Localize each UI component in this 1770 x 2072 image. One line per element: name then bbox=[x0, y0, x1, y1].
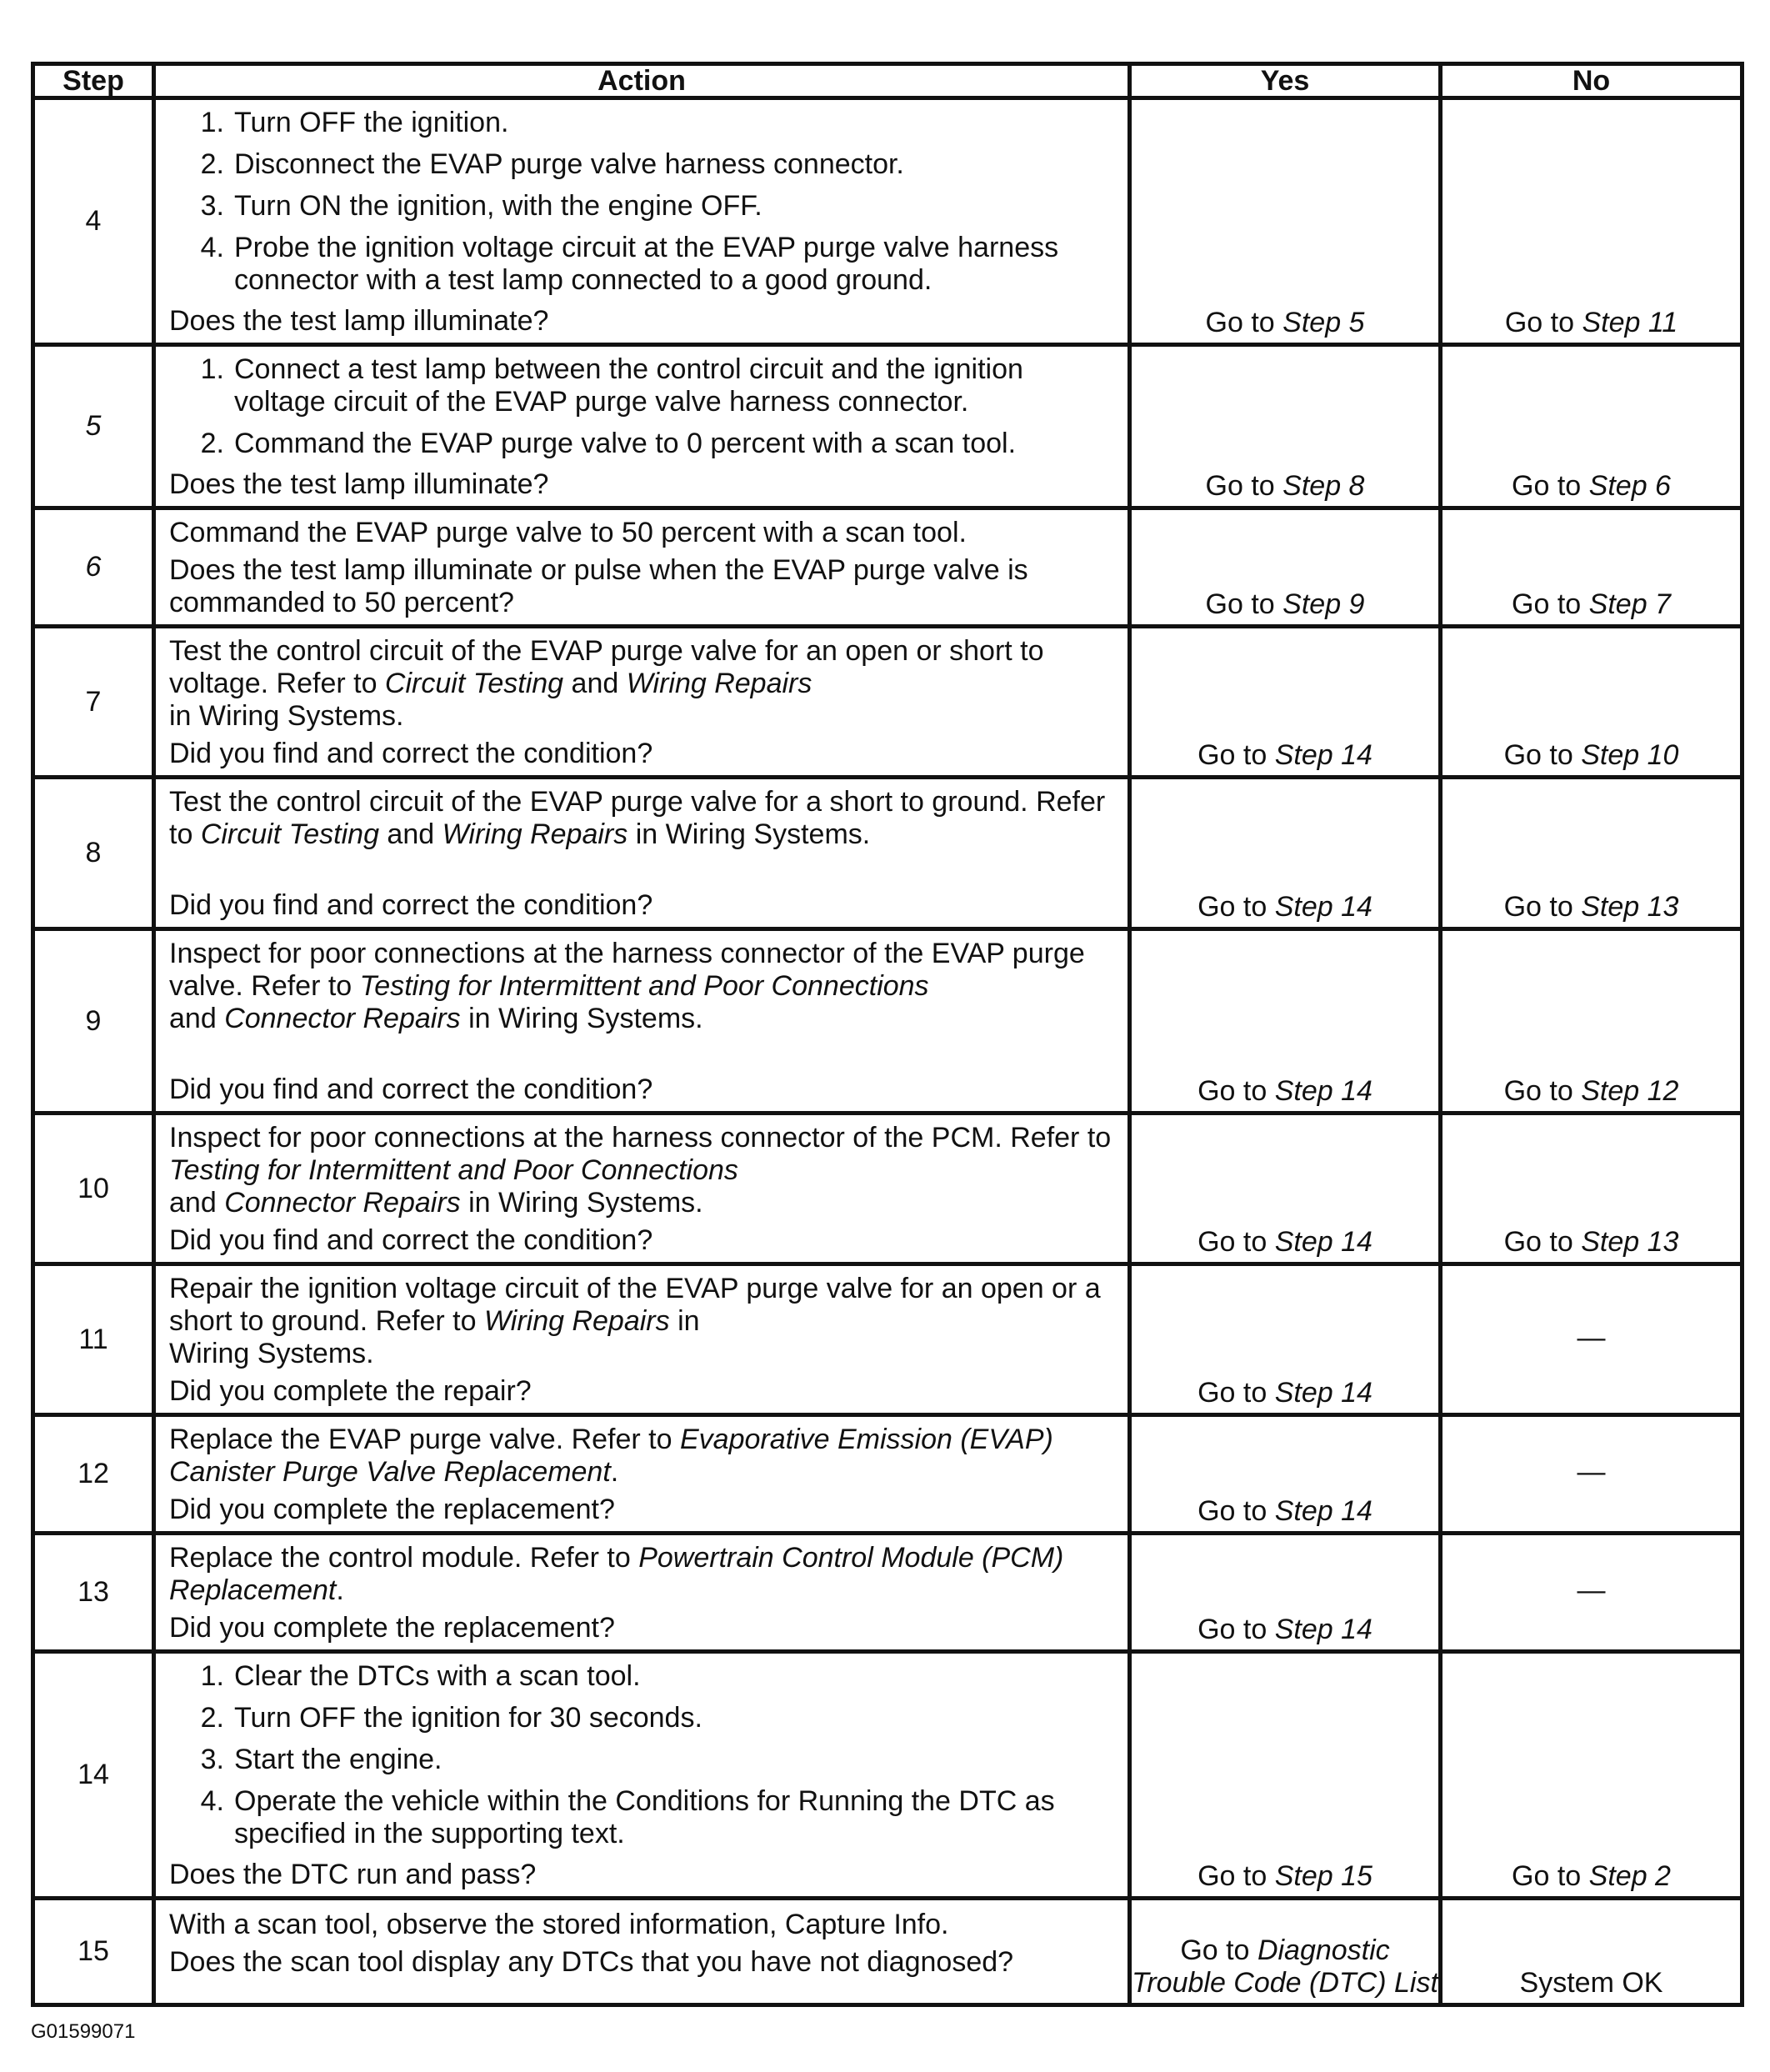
step-number: 13 bbox=[33, 1534, 154, 1652]
action-cell bbox=[154, 1534, 1130, 1652]
no-cell: Go to Step 10 bbox=[1441, 627, 1742, 778]
table-row bbox=[33, 1264, 1742, 1415]
step-number: 8 bbox=[33, 778, 154, 929]
yes-cell: Go to Step 14 bbox=[1130, 1415, 1441, 1534]
table-row bbox=[33, 345, 1742, 508]
list-item: 2. Disconnect the EVAP purge valve harness connector. bbox=[200, 148, 904, 180]
action-question: Did you find and correct the condition? bbox=[169, 889, 653, 921]
table-row bbox=[33, 1652, 1742, 1899]
action-text: Repair the ignition voltage circuit of the EVAP purge valve for an open or a short to ground. Refer to Wiring Repairs in Wiring Systems. bbox=[169, 1273, 1101, 1369]
figure-id: G01599071 bbox=[31, 2020, 136, 2043]
dash-text: — bbox=[1577, 1321, 1606, 1354]
yes-cell: Go to Step 5 bbox=[1130, 98, 1441, 345]
no-cell: Go to Step 13 bbox=[1441, 1114, 1742, 1264]
yes-cell: Go to Step 14 bbox=[1130, 1114, 1441, 1264]
table-row bbox=[33, 1415, 1742, 1534]
step-number: 4 bbox=[33, 98, 154, 345]
action-cell bbox=[154, 1899, 1130, 2005]
table-row bbox=[33, 1534, 1742, 1652]
yes-cell: Go to Step 15 bbox=[1130, 1652, 1441, 1899]
yes-cell: Go to Step 14 bbox=[1130, 1264, 1441, 1415]
no-cell bbox=[1441, 1415, 1742, 1534]
no-cell: Go to Step 12 bbox=[1441, 929, 1742, 1114]
table-row bbox=[33, 929, 1742, 1114]
step-number: 10 bbox=[33, 1114, 154, 1264]
header-action: Action bbox=[154, 64, 1130, 98]
action-cell bbox=[154, 1264, 1130, 1415]
action-cell bbox=[154, 627, 1130, 778]
action-list bbox=[169, 107, 1114, 297]
action-cell bbox=[154, 1114, 1130, 1264]
step-number: 6 bbox=[33, 508, 154, 627]
list-item: 2. Turn OFF the ignition for 30 seconds. bbox=[200, 1702, 702, 1734]
action-question: Does the test lamp illuminate or pulse when the EVAP purge valve is commanded to 50 percent? bbox=[169, 554, 1028, 618]
diagnostic-table bbox=[31, 62, 1744, 2007]
list-item: 1. Clear the DTCs with a scan tool. bbox=[200, 1660, 641, 1692]
list-item: 1. Turn OFF the ignition. bbox=[200, 107, 509, 138]
yes-cell: Go to Step 14 bbox=[1130, 778, 1441, 929]
yes-cell: Go to Step 14 bbox=[1130, 1534, 1441, 1652]
action-question: Did you complete the replacement? bbox=[169, 1612, 615, 1644]
action-cell bbox=[154, 345, 1130, 508]
action-cell bbox=[154, 778, 1130, 929]
action-question: Does the DTC run and pass? bbox=[169, 1859, 537, 1890]
table-row bbox=[33, 98, 1742, 345]
no-cell: Go to Step 2 bbox=[1441, 1652, 1742, 1899]
action-text: Command the EVAP purge valve to 50 percent with a scan tool. bbox=[169, 517, 967, 548]
action-question: Does the test lamp illuminate? bbox=[169, 468, 549, 500]
yes-cell: Go to Diagnostic Trouble Code (DTC) List bbox=[1130, 1899, 1441, 2005]
step-number: 5 bbox=[33, 345, 154, 508]
action-question: Does the test lamp illuminate? bbox=[169, 305, 549, 337]
action-question: Did you complete the repair? bbox=[169, 1375, 532, 1407]
list-item: 4. Probe the ignition voltage circuit at the EVAP purge valve harness connector with a test lamp connected to a good ground. bbox=[200, 232, 1059, 296]
dash-text: — bbox=[1577, 1574, 1606, 1606]
step-number: 15 bbox=[33, 1899, 154, 2005]
yes-cell: Go to Step 14 bbox=[1130, 627, 1441, 778]
no-cell bbox=[1441, 1534, 1742, 1652]
action-question: Does the scan tool display any DTCs that you have not diagnosed? bbox=[169, 1946, 1014, 1978]
action-cell bbox=[154, 508, 1130, 627]
action-text: Test the control circuit of the EVAP purge valve for a short to ground. Refer to Circuit Testing and Wiring Repairs in Wiring Systems. bbox=[169, 786, 1106, 850]
table-row bbox=[33, 508, 1742, 627]
action-text: Replace the EVAP purge valve. Refer to Evaporative Emission (EVAP) Canister Purge Valve Replacement. bbox=[169, 1424, 1053, 1488]
no-cell: Go to Step 6 bbox=[1441, 345, 1742, 508]
action-cell bbox=[154, 98, 1130, 345]
action-text: Replace the control module. Refer to Powertrain Control Module (PCM) Replacement. bbox=[169, 1542, 1064, 1606]
header-row bbox=[33, 64, 1742, 98]
list-item: 3. Start the engine. bbox=[200, 1744, 442, 1775]
action-list bbox=[169, 1660, 1114, 1850]
system-ok-text: System OK bbox=[1519, 1967, 1663, 1999]
header-yes: Yes bbox=[1130, 64, 1441, 98]
action-cell bbox=[154, 929, 1130, 1114]
step-number: 11 bbox=[33, 1264, 154, 1415]
yes-cell: Go to Step 9 bbox=[1130, 508, 1441, 627]
list-item: 2. Command the EVAP purge valve to 0 percent with a scan tool. bbox=[200, 428, 1017, 459]
step-number: 14 bbox=[33, 1652, 154, 1899]
table-row bbox=[33, 1114, 1742, 1264]
action-text: Test the control circuit of the EVAP purge valve for an open or short to voltage. Refer to Circuit Testing and Wiring Repairs in Wiring Systems. bbox=[169, 635, 1044, 732]
table-row bbox=[33, 627, 1742, 778]
action-list bbox=[169, 353, 1114, 460]
no-cell bbox=[1441, 1264, 1742, 1415]
action-question: Did you find and correct the condition? bbox=[169, 738, 653, 769]
step-number: 7 bbox=[33, 627, 154, 778]
action-question: Did you find and correct the condition? bbox=[169, 1224, 653, 1256]
no-cell bbox=[1441, 1899, 1742, 2005]
action-cell bbox=[154, 1415, 1130, 1534]
action-text: Inspect for poor connections at the harness connector of the EVAP purge valve. Refer to Testing for Intermittent and Poor Connections and Connector Repairs in Wiring Systems. bbox=[169, 938, 1085, 1034]
action-question: Did you find and correct the condition? bbox=[169, 1074, 653, 1105]
action-cell bbox=[154, 1652, 1130, 1899]
yes-cell: Go to Step 14 bbox=[1130, 929, 1441, 1114]
step-number: 12 bbox=[33, 1415, 154, 1534]
no-cell: Go to Step 11 bbox=[1441, 98, 1742, 345]
table-row bbox=[33, 1899, 1742, 2005]
list-item: 4. Operate the vehicle within the Conditions for Running the DTC as specified in the supporting text. bbox=[200, 1785, 1055, 1849]
yes-cell: Go to Step 8 bbox=[1130, 345, 1441, 508]
table-row bbox=[33, 778, 1742, 929]
no-cell: Go to Step 7 bbox=[1441, 508, 1742, 627]
header-step: Step bbox=[33, 64, 154, 98]
step-number: 9 bbox=[33, 929, 154, 1114]
action-text: Inspect for poor connections at the harness connector of the PCM. Refer to Testing for Intermittent and Poor Connections and Connector Repairs in Wiring Systems. bbox=[169, 1122, 1112, 1219]
header-no: No bbox=[1441, 64, 1742, 98]
list-item: 3. Turn ON the ignition, with the engine OFF. bbox=[200, 190, 762, 222]
dash-text: — bbox=[1577, 1456, 1606, 1488]
no-cell: Go to Step 13 bbox=[1441, 778, 1742, 929]
list-item: 1. Connect a test lamp between the control circuit and the ignition voltage circuit of the EVAP purge valve harness connector. bbox=[200, 353, 1023, 418]
action-question: Did you complete the replacement? bbox=[169, 1494, 615, 1525]
action-text: With a scan tool, observe the stored information, Capture Info. bbox=[169, 1909, 949, 1940]
